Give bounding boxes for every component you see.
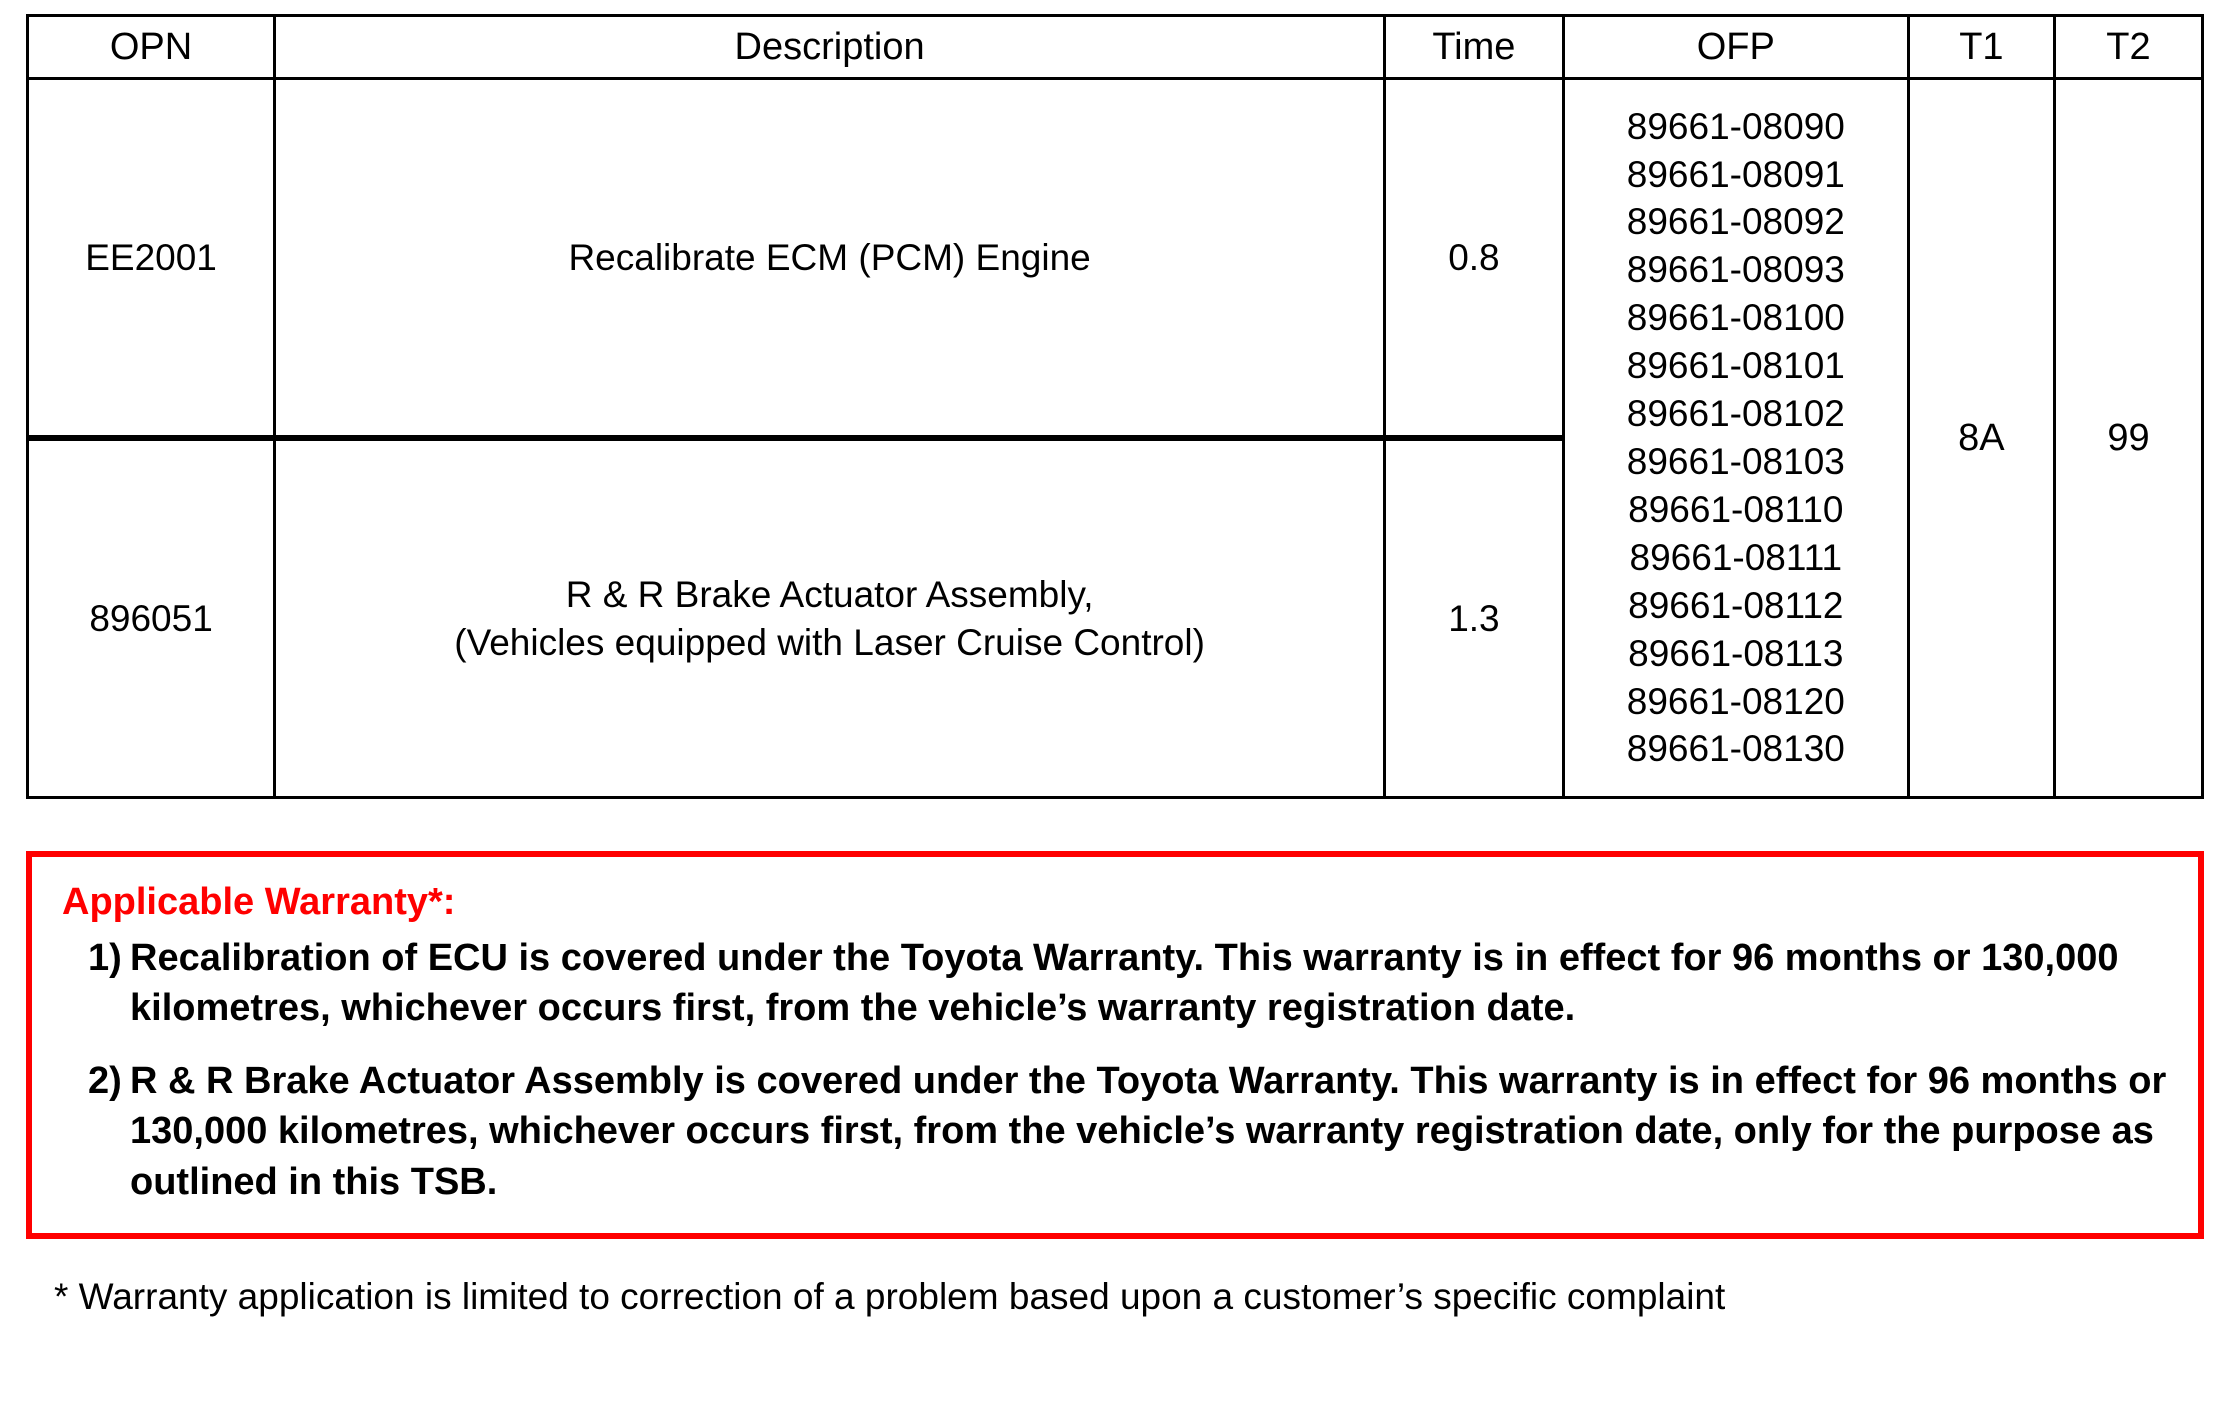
cell-description: [275, 79, 1385, 439]
column-header-t1: T1: [1908, 16, 2054, 79]
table-row: [28, 79, 2203, 439]
description-line: (Vehicles equipped with Laser Cruise Control): [454, 621, 1205, 663]
column-header-opn: OPN: [28, 16, 275, 79]
ofp-item: 89661-08120: [1626, 680, 1845, 722]
warranty-item-number: 2): [88, 1059, 122, 1102]
column-header-t2: T2: [2054, 16, 2202, 79]
cell-t1: 8A: [1908, 79, 2054, 798]
cell-time: 1.3: [1385, 438, 1564, 798]
ofp-item: 89661-08113: [1628, 632, 1844, 674]
labor-operations-table: [26, 14, 2204, 799]
cell-time: 0.8: [1385, 79, 1564, 439]
ofp-item: 89661-08111: [1629, 536, 1843, 578]
ofp-item: 89661-08103: [1626, 441, 1845, 482]
warranty-item: [60, 933, 2170, 1034]
cell-t2: 99: [2054, 79, 2202, 798]
ofp-item: 89661-08112: [1628, 584, 1844, 626]
ofp-item: 89661-08130: [1626, 728, 1845, 770]
ofp-item: 89661-08091: [1626, 153, 1845, 195]
ofp-item: 89661-08092: [1626, 201, 1845, 243]
ofp-item: 89661-08093: [1626, 249, 1845, 291]
column-header-ofp: OFP: [1563, 16, 1908, 79]
description-line: R & R Brake Actuator Assembly,: [565, 574, 1094, 616]
applicable-warranty-box: [26, 851, 2204, 1239]
warranty-item-text: Recalibration of ECU is covered under the Toyota Warranty. This warranty is in effect for 96 months or 130,000 kilometres, whichever occurs first, from the vehicle’s warranty registration date.: [130, 936, 2119, 1030]
cell-description: [275, 438, 1385, 798]
warranty-title: Applicable Warranty*:: [62, 881, 456, 923]
ofp-item: 89661-08110: [1628, 488, 1844, 530]
ofp-item: 89661-08101: [1626, 345, 1845, 387]
warranty-item-text: R & R Brake Actuator Assembly is covered under the Toyota Warranty. This warranty is in effect for 96 months or 130,000 kilometres, whichever occurs first, from the vehicle’s warranty registration date, only for the purpose as outlined in this TSB.: [130, 1059, 2167, 1203]
warranty-footnote: * Warranty application is limited to correction of a problem based upon a customer’s specific complaint: [54, 1276, 1726, 1318]
ofp-list: [1565, 103, 1907, 774]
description-line: Recalibrate ECM (PCM) Engine: [568, 236, 1091, 278]
warranty-item-list: [60, 933, 2170, 1208]
ofp-item: 89661-08102: [1626, 393, 1845, 435]
ofp-item: 89661-08090: [1626, 105, 1845, 147]
column-header-description: Description: [275, 16, 1385, 79]
warranty-item: [60, 1056, 2170, 1208]
column-header-time: Time: [1385, 16, 1564, 79]
warranty-item-number: 1): [88, 936, 122, 979]
table-header-row: [28, 16, 2203, 79]
cell-opn: 896051: [28, 438, 275, 798]
ofp-item: 89661-08100: [1626, 297, 1845, 339]
cell-ofp-list: [1563, 79, 1908, 798]
cell-opn: EE2001: [28, 79, 275, 439]
